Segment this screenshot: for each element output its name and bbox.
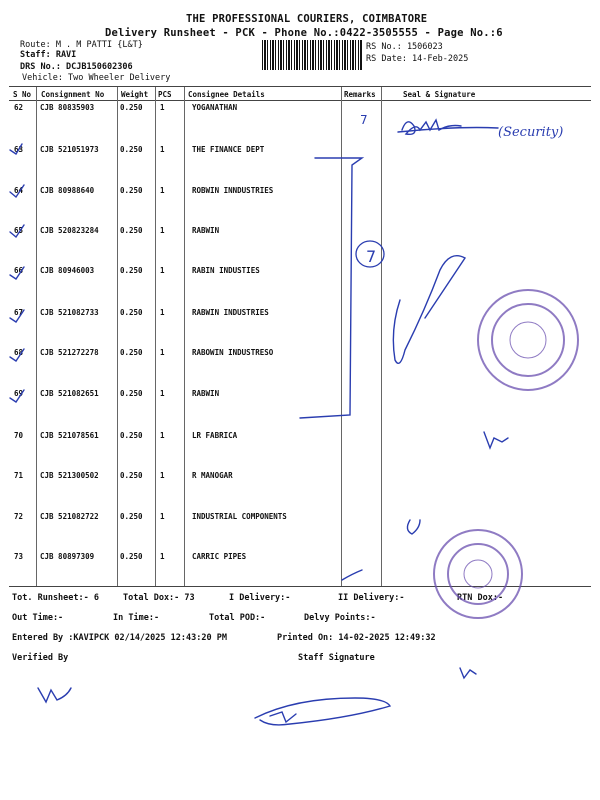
row-consignee: CARRIC PIPES — [192, 552, 247, 561]
col-header-weight: Weight — [121, 90, 149, 99]
row-consignee: YOGANATHAN — [192, 103, 238, 112]
row-weight: 0.250 — [120, 266, 143, 275]
table-bottom-rule — [9, 586, 591, 587]
row-weight: 0.250 — [120, 186, 143, 195]
table-top-rule — [9, 86, 591, 87]
row-consignee: ROBWIN INNDUSTRIES — [192, 186, 274, 195]
row-weight: 0.250 — [120, 348, 143, 357]
row-consignee: THE FINANCE DEPT — [192, 145, 265, 154]
row-sno: 71 — [14, 471, 24, 480]
row-pcs: 1 — [160, 552, 165, 561]
row-consignment: CJB 521051973 — [40, 145, 99, 154]
rs-number: RS No.: 1506023 — [366, 42, 443, 52]
total-pod: Total POD:- — [209, 613, 266, 623]
row-weight: 0.250 — [120, 471, 143, 480]
row-consignee: RABIN INDUSTIES — [192, 266, 260, 275]
signature-row-62 — [402, 120, 461, 134]
row-sno: 67 — [14, 308, 24, 317]
signature-row-72 — [407, 520, 420, 534]
row-pcs: 1 — [160, 226, 165, 235]
row-consignment: CJB 80835903 — [40, 103, 95, 112]
row-consignment: CJB 80946003 — [40, 266, 95, 275]
rtn-dox: RTN Dox:- — [457, 593, 504, 603]
row-consignee: RABWIN — [192, 226, 220, 235]
row-consignee: LR FABRICA — [192, 431, 238, 440]
row-consignment: CJB 521300502 — [40, 471, 99, 480]
right-signature-ink — [460, 668, 476, 678]
runsheet-subtitle: Delivery Runsheet - PCK - Phone No.:0422-3505555 - Page No.:6 — [105, 27, 503, 39]
out-time: Out Time:- — [12, 613, 64, 623]
row-consignment: CJB 520823284 — [40, 226, 99, 235]
row-sno: 62 — [14, 103, 24, 112]
in-time: In Time:- — [113, 613, 160, 623]
row-sno: 72 — [14, 512, 24, 521]
handwritten-remark-1: 7 — [360, 113, 368, 127]
verified-by-label: Verified By — [12, 653, 69, 663]
col-sep-1 — [36, 87, 37, 587]
row-sno: 69 — [14, 389, 24, 398]
row-pcs: 1 — [160, 266, 165, 275]
tot-runsheet: Tot. Runsheet:- 6 — [12, 593, 99, 603]
printed-on: Printed On: 14-02-2025 12:49:32 — [277, 633, 436, 643]
col-header-seal: Seal & Signature — [403, 90, 476, 99]
row-pcs: 1 — [160, 103, 165, 112]
row-pcs: 1 — [160, 186, 165, 195]
company-name: THE PROFESSIONAL COURIERS, COIMBATORE — [186, 13, 428, 25]
ii-delivery: II Delivery:- — [338, 593, 405, 603]
handwritten-remark-7: 7 — [366, 247, 377, 266]
barcode-image — [262, 40, 362, 70]
row-weight: 0.250 — [120, 512, 143, 521]
row-consignment: CJB 521272278 — [40, 348, 99, 357]
row-sno: 66 — [14, 266, 24, 275]
row-consignee: R MANOGAR — [192, 471, 233, 480]
row-sno: 68 — [14, 348, 24, 357]
row-weight: 0.250 — [120, 308, 143, 317]
row-weight: 0.250 — [120, 103, 143, 112]
row-consignment: CJB 80897309 — [40, 552, 95, 561]
mark-row-73 — [342, 570, 362, 580]
entered-by: Entered By :KAVIPCK 02/14/2025 12:43:20 PM — [12, 633, 227, 643]
row-weight: 0.250 — [120, 552, 143, 561]
row-weight: 0.250 — [120, 389, 143, 398]
total-dox: Total Dox:- 73 — [123, 593, 195, 603]
row-weight: 0.250 — [120, 431, 143, 440]
staff-signature-ink — [255, 698, 390, 725]
staff-signature-label: Staff Signature — [298, 653, 375, 663]
row-consignment: CJB 80988640 — [40, 186, 95, 195]
col-sep-2 — [117, 87, 118, 587]
handwritten-security: (Security) — [498, 125, 564, 140]
row-pcs: 1 — [160, 431, 165, 440]
row-weight: 0.250 — [120, 145, 143, 154]
col-header-consignee: Consignee Details — [188, 90, 265, 99]
remarks-bracket — [300, 158, 362, 418]
seal-stamp-bottom — [434, 530, 522, 618]
row-consignee: INDUSTRIAL COMPONENTS — [192, 512, 287, 521]
col-header-remarks: Remarks — [344, 90, 376, 99]
row-consignee: RABWIN — [192, 389, 220, 398]
route-label: Route: M . M PATTI {L&T} — [20, 40, 143, 50]
seal-stamp-top — [478, 290, 578, 390]
signature-curl — [398, 128, 498, 133]
row-sno: 64 — [14, 186, 24, 195]
col-header-pcs: PCS — [158, 90, 172, 99]
staff-label: Staff: RAVI — [20, 50, 77, 60]
row-consignment: CJB 521082733 — [40, 308, 99, 317]
rs-date: RS Date: 14-Feb-2025 — [366, 54, 469, 64]
row-consignee: RABWIN INDUSTRIES — [192, 308, 269, 317]
row-weight: 0.250 — [120, 226, 143, 235]
col-sep-6 — [381, 87, 382, 587]
row-pcs: 1 — [160, 389, 165, 398]
remark-circle — [356, 241, 384, 267]
col-sep-5 — [341, 87, 342, 587]
verified-signature — [38, 688, 71, 702]
row-sno: 65 — [14, 226, 24, 235]
signature-rows-66-69 — [393, 256, 465, 364]
i-delivery: I Delivery:- — [229, 593, 291, 603]
row-consignment: CJB 521082651 — [40, 389, 99, 398]
drs-number: DRS No.: DCJB150602306 — [20, 62, 133, 72]
row-consignment: CJB 521078561 — [40, 431, 99, 440]
row-sno: 73 — [14, 552, 24, 561]
signature-row-70 — [484, 432, 508, 448]
row-consignment: CJB 521082722 — [40, 512, 99, 521]
row-pcs: 1 — [160, 308, 165, 317]
vehicle-label: Vehicle: Two Wheeler Delivery — [22, 73, 171, 83]
row-sno: 70 — [14, 431, 24, 440]
row-pcs: 1 — [160, 348, 165, 357]
row-pcs: 1 — [160, 145, 165, 154]
row-pcs: 1 — [160, 512, 165, 521]
row-pcs: 1 — [160, 471, 165, 480]
col-header-consignment: Consignment No — [41, 90, 105, 99]
table-header-rule — [9, 100, 591, 101]
row-sno: 63 — [14, 145, 24, 154]
row-consignee: RABOWIN INDUSTRESO — [192, 348, 274, 357]
col-sep-3 — [155, 87, 156, 587]
col-header-sno: S No — [13, 90, 32, 99]
delvy-points: Delvy Points:- — [304, 613, 376, 623]
col-sep-4 — [184, 87, 185, 587]
staff-signature-ink-2 — [270, 712, 296, 722]
